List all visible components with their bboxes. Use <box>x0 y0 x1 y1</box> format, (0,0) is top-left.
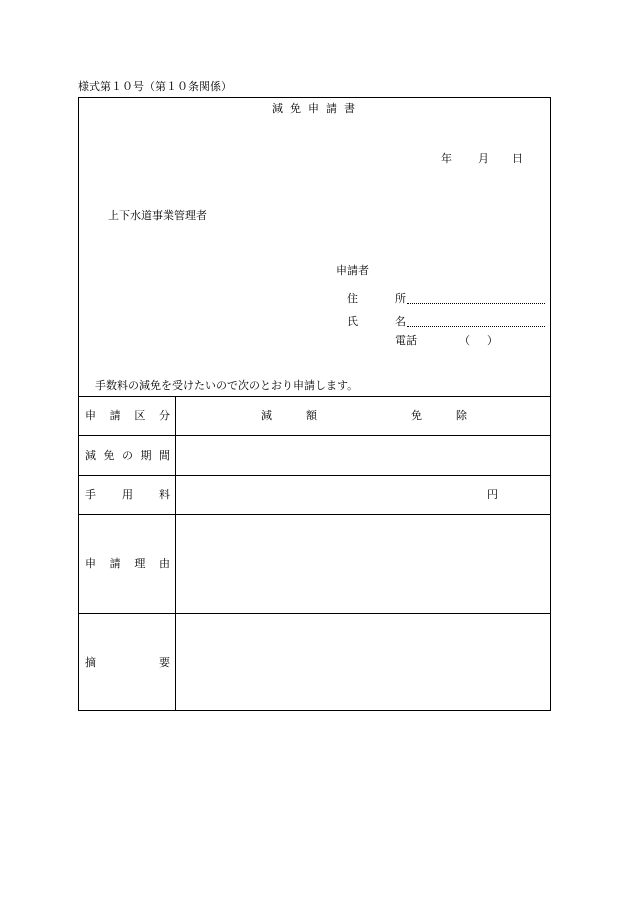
name-label-2: 名 <box>395 315 406 328</box>
reason-field[interactable] <box>176 515 550 612</box>
date-year-label: 年 <box>441 152 452 165</box>
row-label-reason: 申 請 理 由 <box>85 557 170 570</box>
date-day-label: 日 <box>512 152 523 165</box>
option-reduction-1: 減 <box>261 409 272 422</box>
date-month-label: 月 <box>478 152 489 165</box>
row-label-remarks: 摘 要 <box>85 656 170 669</box>
application-statement: 手数料の減免を受けたいので次のとおり申請します。 <box>95 379 359 392</box>
phone-field[interactable] <box>472 332 486 346</box>
table-top-line <box>78 396 551 397</box>
address-label-2: 所 <box>395 292 406 305</box>
form-title: 減免申請書 <box>272 102 362 115</box>
row-label-application-category: 申 請 区 分 <box>85 409 170 422</box>
name-field[interactable] <box>407 326 545 327</box>
address-field[interactable] <box>407 303 545 304</box>
addressee: 上下水道事業管理者 <box>108 209 207 222</box>
option-exemption-2: 除 <box>456 409 467 422</box>
applicant-heading: 申請者 <box>336 264 369 277</box>
fee-unit-yen: 円 <box>487 488 498 501</box>
form-number-label: 様式第１０号（第１０条関係） <box>78 80 232 93</box>
row-label-fee: 手 用 料 <box>85 488 170 501</box>
option-exemption-1: 免 <box>411 409 422 422</box>
row-label-reduction-period: 減 免 の 期 間 <box>85 449 170 462</box>
remarks-field[interactable] <box>176 614 550 710</box>
address-label-1: 住 <box>347 292 358 305</box>
phone-paren-close: ） <box>487 334 498 347</box>
phone-paren-open: （ <box>459 334 470 347</box>
reduction-period-field[interactable] <box>176 436 550 474</box>
name-label-1: 氏 <box>347 315 358 328</box>
option-reduction-2: 額 <box>306 409 317 422</box>
phone-label: 電話 <box>395 334 417 347</box>
